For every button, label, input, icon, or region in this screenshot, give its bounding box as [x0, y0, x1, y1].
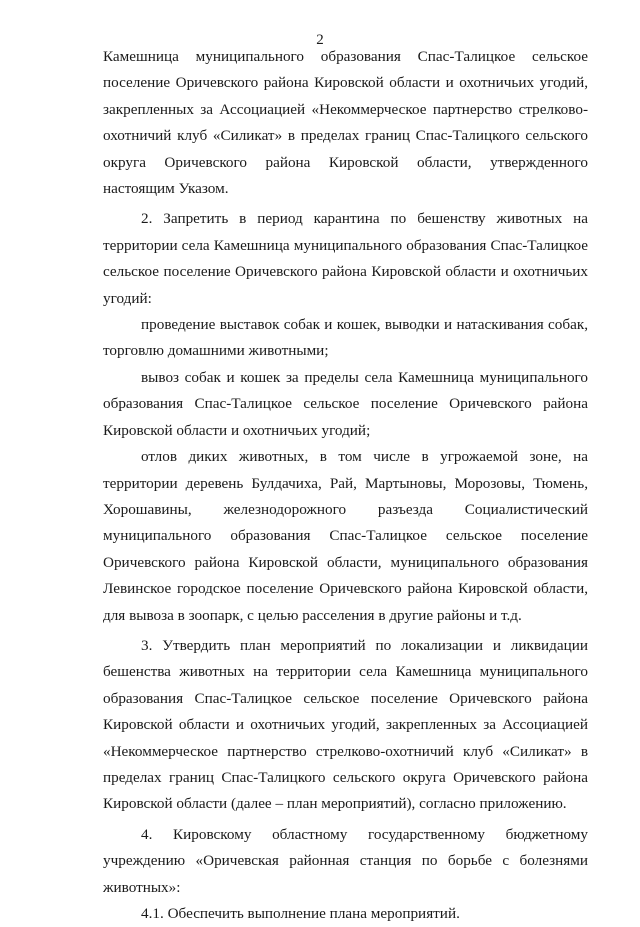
- paragraph-item-4: 4. Кировскому областному государственному бюджетному учреждению «Оричевская районная станция по борьбе с болезнями животных»:: [103, 825, 588, 896]
- paragraph-continuation: Камешница муниципального образования Спас-Талицкое сельское поселение Оричевского района Кировской области и охотничьих угодий, закрепленных за Ассоциацией «Некоммерческое партнерство стрелково-охотничий клуб «Силикат» в пределах границ Спас-Талицкого сельского округа Оричевского района Кировской области, утвержденного настоящим Указом.: [103, 48, 588, 198]
- paragraph-capture: отлов диких животных, в том числе в угрожаемой зоне, на территории деревень Булдачиха, Рай, Мартыновы, Морозовы, Тюмень, Хорошавины, железнодорожного разъезда Социалистический муниципального образования Спас-Талицкое сельское поселение Оричевского района Кировской области, муниципального образования Левинское городское поселение Оричевского района Кировской области, для вывоза в зоопарк, с целью расселения в другие районы и т.д.: [103, 448, 588, 624]
- paragraph-export: вывоз собак и кошек за пределы села Камешница муниципального образования Спас-Талицкое сельское поселение Оричевского района Кировской области и охотничьих угодий;: [103, 368, 588, 439]
- paragraph-item-2: 2. Запретить в период карантина по бешенству животных на территории села Камешница муниципального образования Спас-Талицкое сельское поселение Оричевского района Кировской области и охотничьих угодий:: [103, 210, 588, 307]
- page-number: 2: [316, 32, 324, 48]
- paragraph-item-4-1: 4.1. Обеспечить выполнение плана мероприятий.: [141, 905, 460, 922]
- paragraph-exhibitions: проведение выставок собак и кошек, выводки и натаскивания собак, торговлю домашними животными;: [103, 316, 588, 360]
- paragraph-item-3: 3. Утвердить план мероприятий по локализации и ликвидации бешенства животных на территории села Камешница муниципального образования Спас-Талицкое сельское поселение Оричевского района Кировской области и охотничьих угодий, закрепленных за Ассоциацией «Некоммерческое партнерство стрелково-охотничий клуб «Силикат» в пределах границ Спас-Талицкого сельского округа Оричевского района Кировской области (далее – план мероприятий), согласно приложению.: [103, 636, 588, 813]
- document-body: [103, 44, 588, 927]
